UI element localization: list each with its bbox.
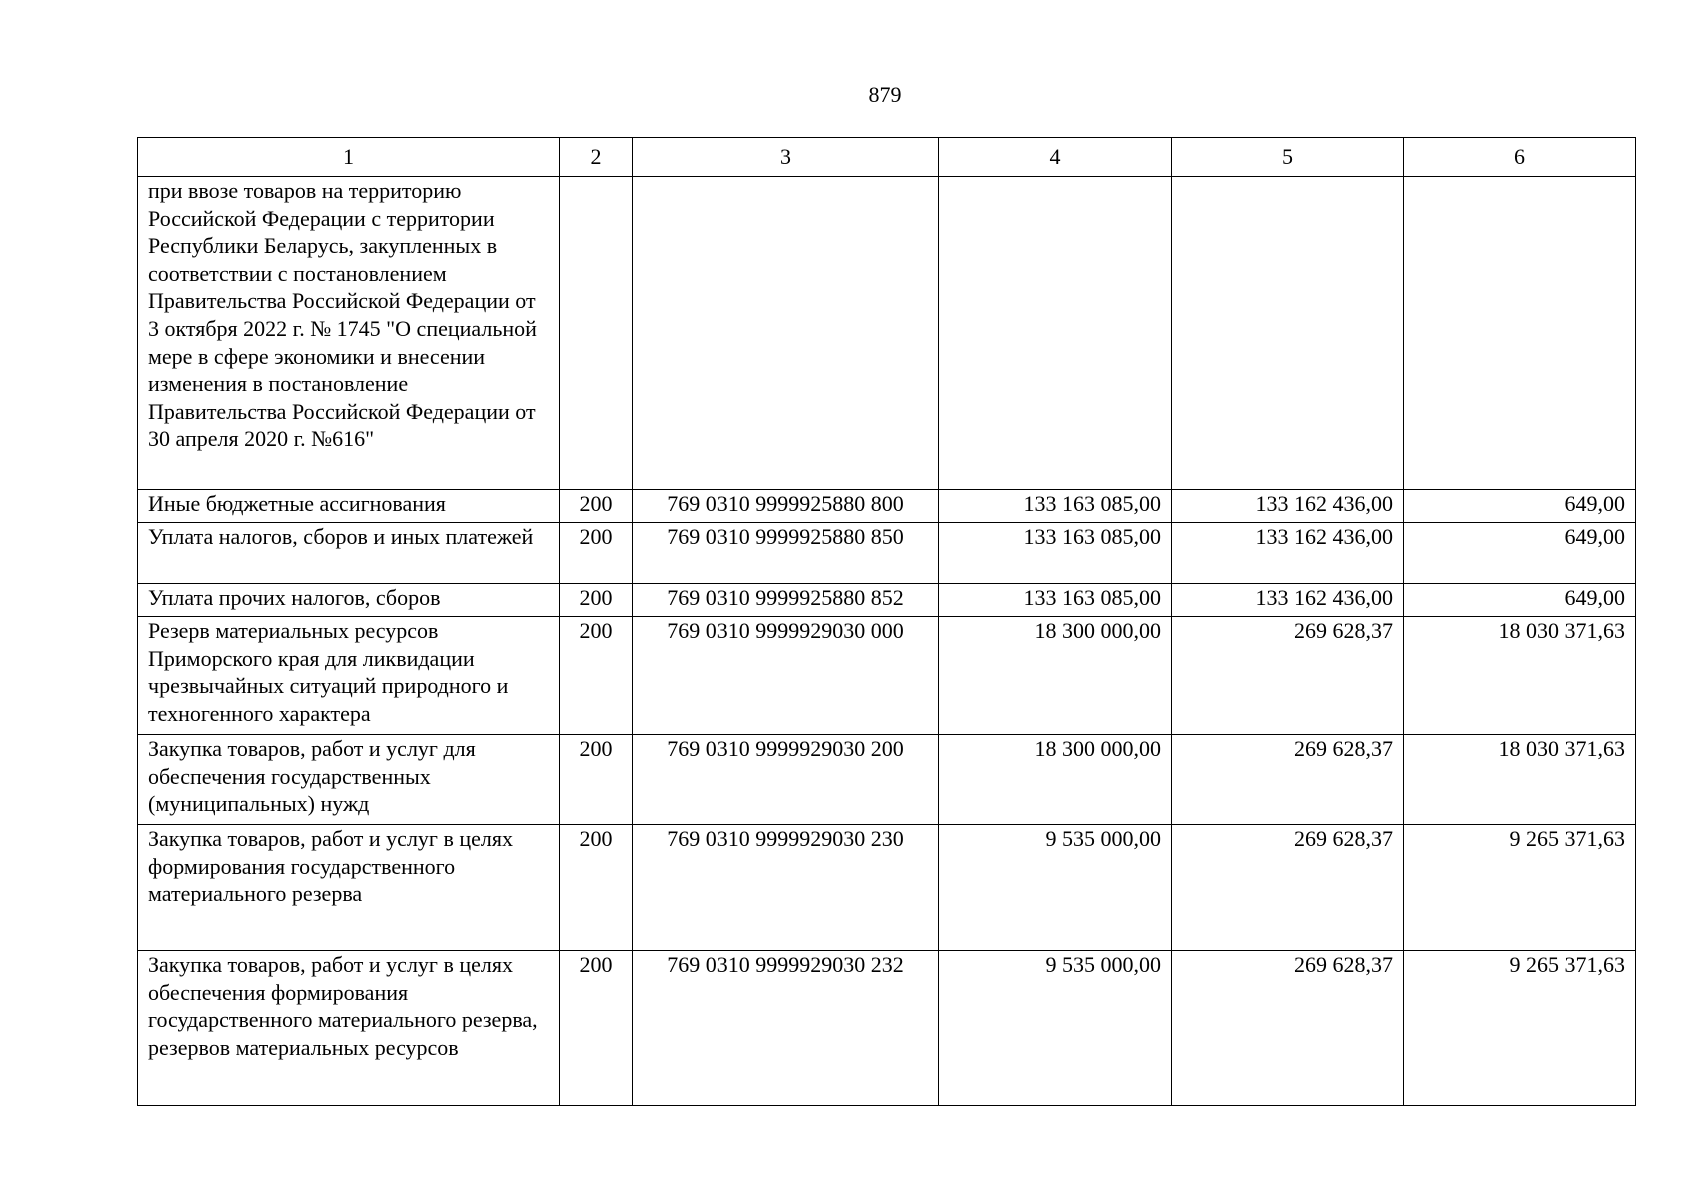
row-executed: 269 628,37 [1172,825,1404,951]
table-body [138,177,1636,1106]
table-row [138,177,1636,490]
table-row [138,735,1636,825]
row-classification: 769 0310 9999929030 200 [633,735,939,825]
row-classification: 769 0310 9999929030 000 [633,617,939,735]
table-row [138,951,1636,1106]
row-executed: 269 628,37 [1172,617,1404,735]
row-name: при ввозе товаров на территорию Российской Федерации с территории Республики Беларусь, закупленных в соответствии с постановлением Правительства Российской Федерации от 3 октября 2022 г. № 1745 "О специальной мере в сфере экономики и внесении изменения в постановление Правительства Российской Федерации от 30 апреля 2020 г. №616" [138,177,560,490]
table-row [138,584,1636,617]
row-name: Закупка товаров, работ и услуг в целях обеспечения формирования государственного материального резерва, резервов материальных ресурсов [138,951,560,1106]
row-executed: 269 628,37 [1172,735,1404,825]
row-executed: 133 162 436,00 [1172,490,1404,523]
row-remainder [1404,177,1636,490]
row-classification [633,177,939,490]
column-header-4: 4 [939,138,1172,177]
budget-table [137,137,1636,1106]
row-name: Уплата налогов, сборов и иных платежей [138,523,560,584]
row-classification: 769 0310 9999925880 850 [633,523,939,584]
row-name: Резерв материальных ресурсов Приморского края для ликвидации чрезвычайных ситуаций природного и техногенного характера [138,617,560,735]
header-row [138,138,1636,177]
row-name: Закупка товаров, работ и услуг для обеспечения государственных (муниципальных) нужд [138,735,560,825]
row-remainder: 649,00 [1404,490,1636,523]
table-header [138,138,1636,177]
row-name: Уплата прочих налогов, сборов [138,584,560,617]
table-row [138,490,1636,523]
row-code: 200 [560,825,633,951]
row-code [560,177,633,490]
row-executed: 269 628,37 [1172,951,1404,1106]
row-code: 200 [560,735,633,825]
column-header-2: 2 [560,138,633,177]
column-header-3: 3 [633,138,939,177]
page-number: 879 [868,82,902,107]
row-plan [939,177,1172,490]
table-row [138,825,1636,951]
row-remainder: 18 030 371,63 [1404,617,1636,735]
row-remainder: 18 030 371,63 [1404,735,1636,825]
column-header-6: 6 [1404,138,1636,177]
row-remainder: 9 265 371,63 [1404,825,1636,951]
column-header-1: 1 [138,138,560,177]
row-plan: 18 300 000,00 [939,617,1172,735]
row-code: 200 [560,951,633,1106]
row-code: 200 [560,617,633,735]
row-remainder: 649,00 [1404,584,1636,617]
row-classification: 769 0310 9999925880 800 [633,490,939,523]
row-remainder: 649,00 [1404,523,1636,584]
row-remainder: 9 265 371,63 [1404,951,1636,1106]
row-plan: 133 163 085,00 [939,584,1172,617]
row-plan: 9 535 000,00 [939,825,1172,951]
row-name: Иные бюджетные ассигнования [138,490,560,523]
row-executed [1172,177,1404,490]
row-plan: 133 163 085,00 [939,523,1172,584]
row-classification: 769 0310 9999925880 852 [633,584,939,617]
row-plan: 18 300 000,00 [939,735,1172,825]
column-header-5: 5 [1172,138,1404,177]
row-code: 200 [560,523,633,584]
row-executed: 133 162 436,00 [1172,523,1404,584]
row-executed: 133 162 436,00 [1172,584,1404,617]
row-plan: 133 163 085,00 [939,490,1172,523]
row-classification: 769 0310 9999929030 232 [633,951,939,1106]
row-code: 200 [560,490,633,523]
table-row [138,617,1636,735]
row-plan: 9 535 000,00 [939,951,1172,1106]
table-row [138,523,1636,584]
row-classification: 769 0310 9999929030 230 [633,825,939,951]
row-code: 200 [560,584,633,617]
row-name: Закупка товаров, работ и услуг в целях формирования государственного материального резерва [138,825,560,951]
